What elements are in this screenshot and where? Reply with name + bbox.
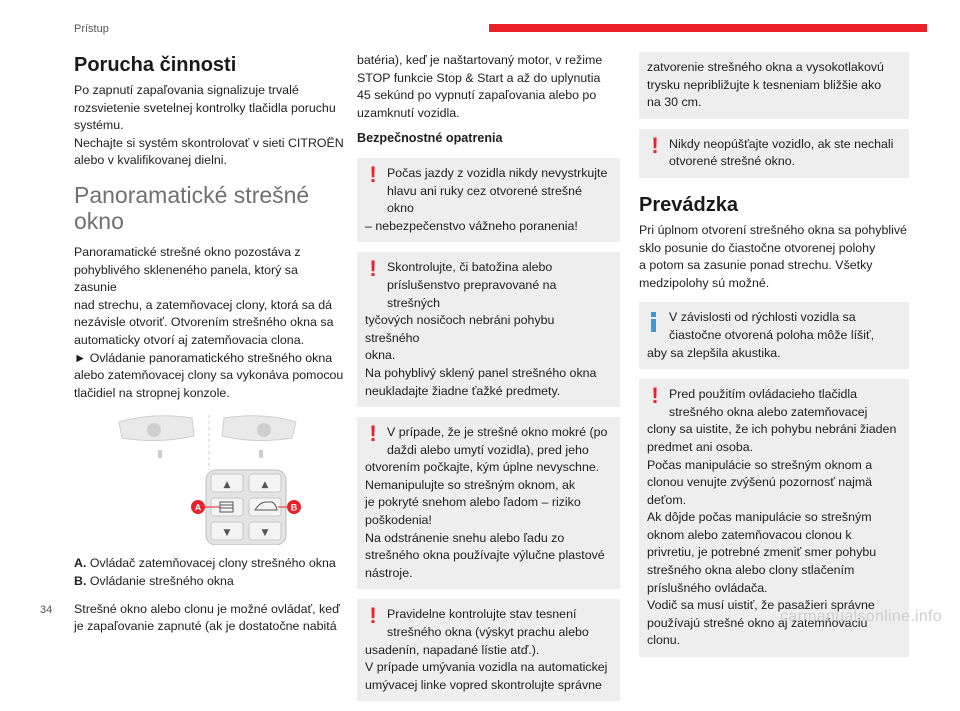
warning-icon: ! — [369, 161, 377, 187]
warning-box — [357, 417, 620, 589]
warning-icon: ! — [369, 421, 377, 447]
warning-text: otvorením počkajte, kým úplne nevyschne. Nemanipulujte so strešným oknom, ak je pokryté snehom alebo ľadom – riziko poškodenia! Na odstránenie snehu alebo ľadu zo strešného okna používajte výlučne plastové nástroje. — [365, 460, 605, 580]
warning-text: usadenín, napadané lístie atď.). V prípade umývania vozidla na automatickej umývacej linke vopred skontrolujte správne — [365, 642, 608, 692]
warning-text-lead: Pravidelne kontrolujte stav tesnení strešného okna (výskyt prachu alebo — [387, 607, 589, 640]
warning-icon: ! — [651, 132, 659, 158]
warning-text-lead: V prípade, že je strešné okno mokré (po daždi alebo umytí vozidla), pred jeho — [387, 425, 608, 457]
roof-description: Panoramatické strešné okno pozostáva z pohyblivého skleneného panela, ktorý sa zasunie nad strechu, a zatemňovacej clony, ktorá sa dá nezávisle otvoriť. Otvorením strešného okna sa automaticky otvorí aj zatemňovacia clona. ► Ovládanie panoramatického strešného okna alebo zatemňovacej clony sa vykonáva pomocou tlačidiel na stropnej konzole. — [74, 244, 344, 400]
operation-paragraph: Pri úplnom otvorení strešného okna sa pohyblivé sklo posunie do čiastočne otvorenej polohy a potom sa zasunie ponad strechu. Všetky medzipolohy sú možné. — [639, 222, 907, 290]
panoramic-roof-heading: Panoramatické strešné okno — [74, 181, 310, 234]
safety-heading: Bezpečnostné opatrenia — [357, 131, 503, 146]
svg-text:▲: ▲ — [223, 480, 231, 491]
warning-text-lead: Nikdy neopúšťajte vozidlo, ak ste nechali otvorené strešné okno. — [669, 136, 894, 169]
roof-console-illustration — [114, 410, 349, 545]
column-3 — [639, 52, 909, 667]
header-accent-bar — [489, 24, 927, 32]
svg-text:▼: ▼ — [223, 528, 231, 539]
warning-box — [357, 158, 620, 242]
column-1 — [74, 52, 344, 636]
watermark: carmanualsonline.info — [780, 608, 942, 625]
warning-text: – nebezpečenstvo vážneho poranenia! — [365, 218, 578, 233]
warning-text-lead: Pred použitím ovládacieho tlačidla strešného okna alebo zatemňovacej — [669, 387, 868, 419]
warning-continuation-text: zatvorenie strešného okna a vysokotlakovú trysku nepribližujte k tesneniam bližšie ako na 30 cm. — [647, 60, 884, 110]
callout-a-label: A — [194, 502, 202, 513]
warning-box — [357, 599, 620, 701]
svg-text:▼: ▼ — [261, 528, 269, 539]
info-icon — [651, 312, 656, 332]
fault-heading: Porucha činnosti — [74, 54, 237, 76]
legend-item-b — [74, 573, 344, 591]
warning-icon: ! — [651, 383, 659, 409]
info-box — [639, 302, 909, 369]
warning-icon: ! — [369, 256, 377, 282]
callout-b-label: B — [290, 502, 298, 513]
legend-item-a — [74, 555, 344, 573]
control-conditions-text: Strešné okno alebo clonu je možné ovládať, keď je zapaľovanie zapnuté (ak je dostatočne nabitá — [74, 601, 340, 634]
console-diagram — [114, 410, 349, 545]
legend-text-a: Ovládač zatemňovacej clony strešného okna — [89, 556, 336, 571]
column-2 — [357, 52, 620, 711]
warning-icon: ! — [369, 603, 377, 629]
legend-key-b: B. — [74, 573, 87, 588]
warning-text-lead: Počas jazdy z vozidla nikdy nevystrkujte hlavu ani ruky cez otvorené strešné okno — [387, 165, 608, 216]
conditions-continuation: batéria), keď je naštartovaný motor, v režime STOP funkcie Stop & Start a až do uplynutia 45 sekúnd po vypnutí zapaľovania alebo po uzamknutí vozidla. — [357, 53, 603, 120]
page-number: 34 — [40, 604, 53, 616]
warning-text-lead: Skontrolujte, či batožina alebo príslušenstvo prepravované na strešných — [387, 260, 557, 310]
legend-text-b: Ovládanie strešného okna — [89, 573, 234, 588]
info-text-lead: V závislosti od rýchlosti vozidla sa čiastočne otvorená poloha môže líšiť, — [669, 310, 875, 342]
svg-text:▲: ▲ — [261, 480, 269, 491]
info-text: aby sa zlepšila akustika. — [647, 345, 781, 360]
warning-box-continuation — [639, 52, 909, 119]
warning-box — [639, 129, 909, 178]
legend-key-a: A. — [74, 556, 87, 571]
warning-box — [357, 252, 620, 407]
running-header: Prístup — [74, 23, 109, 35]
operation-heading: Prevádzka — [639, 193, 738, 216]
warning-text: clony sa uistite, že ich pohybu nebráni žiaden predmet ani osoba. Počas manipulácie so strešným oknom a clonou venujte zvýšenú pozornosť najmä deťom. Ak dôjde počas manipulácie so strešným oknom alebo zatemňovacou clonou k privretiu, je potrebné zmeniť smer pohybu strešného okna alebo clony stlačením príslušného ovládača. Vodič sa musí uistiť, že pasažieri správne používajú strešné okno aj zatemňovaciu clonu. — [647, 422, 897, 648]
fault-paragraph: Po zapnutí zapaľovania signalizuje trvalé rozsvietenie svetelnej kontrolky tlačidla poruchu systému. Nechajte si systém skontrolovať v sieti CITROËN alebo v kvalifikovanej dielni. — [74, 83, 344, 168]
warning-text: tyčových nosičoch nebráni pohybu strešného okna. Na pohyblivý sklený panel strešného okna neukladajte žiadne ťažké predmety. — [365, 313, 597, 398]
